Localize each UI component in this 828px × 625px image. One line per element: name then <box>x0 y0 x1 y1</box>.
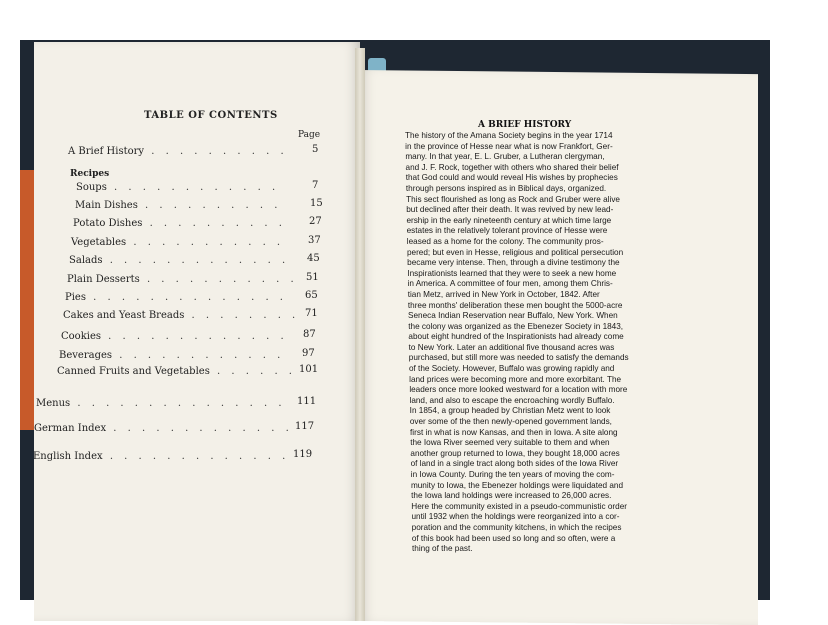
toc-leader-dots: . . . . . . . . <box>184 310 300 321</box>
toc-leader-dots: . . . . . . . . . . . . . . <box>85 292 287 303</box>
toc-entry <box>75 200 281 211</box>
toc-entry-page: 51 <box>306 272 319 283</box>
history-line: the Iowa land holdings were increased to 26,000 acres. <box>411 491 612 501</box>
toc-entry-page: 65 <box>305 290 318 301</box>
toc-leader-dots: . . . . . . . . . . . <box>139 274 298 285</box>
history-line: the Iowa River seemed very suitable to them and when <box>410 438 610 448</box>
toc-leader-dots: . . . . . . . . . . . . <box>112 350 285 361</box>
history-line: The history of the Amana Society begins in the year 1714 <box>405 131 613 140</box>
history-line: until 1932 when the holdings were reorganized into a cor- <box>411 512 620 522</box>
toc-entry-page: 97 <box>302 348 315 359</box>
toc-entry-page: 27 <box>309 216 322 227</box>
toc-entry-label: Soups <box>76 182 107 193</box>
toc-entry <box>36 398 286 409</box>
toc-entry-label: English Index <box>33 451 103 462</box>
toc-leader-dots: . . . . . . . . . . <box>142 218 286 229</box>
history-line: ership in the early nineteenth century at which time large <box>406 215 612 225</box>
toc-entry-label: Cookies <box>61 331 101 342</box>
toc-entry <box>59 350 284 361</box>
toc-entry-label: Vegetables <box>71 237 127 248</box>
toc-entry-page: 119 <box>293 449 313 460</box>
toc-leader-dots: . . . . . . . . . . <box>144 146 288 157</box>
toc-leader-dots: . . . . . . . . . . <box>137 200 282 211</box>
history-line: and J. F. Rock, together with others who shared their belief <box>405 162 619 172</box>
toc-entry <box>69 255 289 266</box>
history-line: in the province of Hesse near what is now Frankfort, Ger- <box>405 141 613 151</box>
history-line: leaders once more looked westward for a location with more <box>409 385 628 395</box>
toc-entry <box>68 146 288 157</box>
history-line: thing of the past. <box>412 544 473 554</box>
history-line: of the Society. However, Buffalo was growing rapidly and <box>408 364 615 374</box>
history-line: land, and also to escape the encroaching wordly Buffalo. <box>409 395 615 405</box>
history-line: the colony was organized as the Ebenezer Society in 1843, <box>408 321 624 331</box>
toc-entry-label: Canned Fruits and Vegetables <box>57 366 210 377</box>
history-line: Inspirationists learned that they were to seek a new home <box>407 268 617 278</box>
toc-entry-label: German Index <box>34 423 107 434</box>
toc-title: TABLE OF CONTENTS <box>144 110 278 121</box>
history-line: tian Metz, arrived in New York in October, 1842. After <box>407 289 600 299</box>
toc-entry <box>33 451 289 462</box>
toc-leader-dots: . . . . . . . . . . . . <box>106 182 280 193</box>
history-line: munity to Iowa, the Ebenezer holdings were liquidated and <box>410 480 624 490</box>
toc-entry-label: Beverages <box>59 350 113 361</box>
toc-entry-page: 87 <box>303 329 316 340</box>
history-line: another group returned to Iowa, they bought 18,000 acres <box>410 448 620 458</box>
toc-entry <box>67 274 298 285</box>
toc-entry-label: Pies <box>65 292 86 303</box>
toc-entry-label: Salads <box>69 255 103 266</box>
toc-entry <box>61 331 288 342</box>
toc-recipes-header: Recipes <box>70 169 110 179</box>
toc-entry <box>73 218 286 229</box>
history-line: pered; but even in Hesse, religious and political persecution <box>406 247 624 257</box>
history-line: of this book had been used so long and so often, were a <box>411 533 616 543</box>
book-gutter <box>355 48 365 621</box>
toc-entry-page: 71 <box>305 308 318 319</box>
toc-entry-page: 101 <box>299 364 319 375</box>
history-line: became very intense. Then, through a divine testimony the <box>407 258 620 268</box>
toc-entry <box>63 310 299 321</box>
toc-entry <box>65 292 287 303</box>
toc-leader-dots: . . . . . . . . . . . . . <box>101 331 288 342</box>
history-line: Here the community existed in a pseudo-communistic order <box>411 501 627 511</box>
toc-entry-label: Potato Dishes <box>73 218 143 229</box>
toc-entry-page: 7 <box>312 180 319 191</box>
toc-entry-label: Menus <box>36 398 71 409</box>
history-line: about eight hundred of the Inspirationists had already come <box>408 332 624 342</box>
history-line: through persons inspired as in Biblical days, organized. <box>405 183 607 193</box>
history-body <box>405 131 733 555</box>
history-line: that God could and would reveal His wishes by prophecies <box>405 173 618 183</box>
toc-leader-dots: . . . . . . . . . . . . . <box>102 451 290 462</box>
history-line: but declined after their death. It was revived by new lead- <box>406 205 614 215</box>
toc-entry-page: 111 <box>297 396 317 407</box>
toc-entry-page: 15 <box>310 198 323 209</box>
toc-entry-page: 45 <box>307 253 320 264</box>
toc-entry <box>76 182 279 193</box>
history-line: of land in a single tract along both sides of the Iowa River <box>410 459 619 469</box>
history-line: This sect flourished as long as Rock and Gruber were alive <box>406 194 620 204</box>
toc-entry-page: 117 <box>295 421 315 432</box>
toc-leader-dots: . . . . . . <box>209 366 296 377</box>
history-line: first in what is now Kansas, and then in Iowa. A site along <box>410 427 618 437</box>
history-line: estates in the relatively tolerant province of Hesse were <box>406 226 608 236</box>
toc-leader-dots: . . . . . . . . . . . . . <box>102 255 290 266</box>
history-line: in Iowa County. During the ten years of moving the com- <box>410 470 615 479</box>
history-line: to New York. Later an additional five thousand acres was <box>408 342 615 352</box>
toc-entry <box>71 237 284 248</box>
history-line: In 1854, a group headed by Christian Metz went to look <box>409 406 611 416</box>
toc-leader-dots: . . . . . . . . . . . . . . . <box>70 398 286 409</box>
toc-entry-label: A Brief History <box>68 146 145 157</box>
toc-entry-page: 5 <box>312 144 319 155</box>
toc-entry-label: Plain Desserts <box>67 274 140 285</box>
history-line: three months' deliberation these men bought the 5000-acre <box>407 300 623 310</box>
history-line: Seneca Indian Reservation near Buffalo, New York. When <box>408 311 618 321</box>
toc-entry-label: Main Dishes <box>75 200 138 211</box>
toc-entry-page: 37 <box>308 235 321 246</box>
history-line: in America. A committee of four men, among them Chris- <box>407 279 613 289</box>
toc-leader-dots: . . . . . . . . . . . <box>126 237 285 248</box>
toc-entry <box>34 423 293 434</box>
history-line: over some of the then newly-opened government lands, <box>409 417 612 427</box>
toc-entry-label: Cakes and Yeast Breads <box>63 310 185 321</box>
history-line: many. In that year, E. L. Gruber, a Lutheran clergyman, <box>405 152 605 162</box>
toc-page-header: Page <box>298 130 321 140</box>
cover-stripe <box>20 170 34 430</box>
history-line: purchased, but still more was needed to satisfy the demands <box>408 353 629 363</box>
history-title: A BRIEF HISTORY <box>478 120 572 130</box>
history-line: land prices were becoming more and more exorbitant. The <box>409 374 622 384</box>
toc-entry <box>57 366 296 377</box>
toc-leader-dots: . . . . . . . . . . . . . <box>106 423 293 434</box>
history-line: poration and the community kitchens, in which the recipes <box>411 522 622 532</box>
history-line: leased as a home for the colony. The community pros- <box>406 236 604 246</box>
